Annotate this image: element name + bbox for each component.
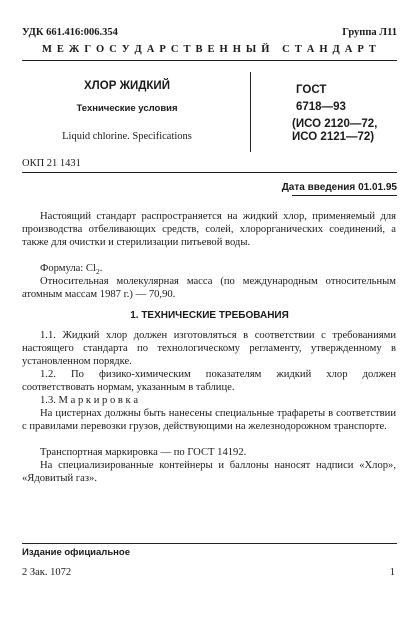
standard-type: М Е Ж Г О С У Д А Р С Т В Е Н Н Ы Й С Т А Н Д А Р Т xyxy=(41,44,378,55)
molecular-mass-paragraph: Относительная молекулярная масса (по международным относительным атомным массам 1987 г.) — 70,90. xyxy=(22,276,396,301)
iso-reference-1: (ИСО 2120—72, xyxy=(292,118,378,130)
formula-label: Формула: Cl xyxy=(40,263,96,274)
formula-end: . xyxy=(99,263,103,274)
english-title: Liquid chlorine. Specifications xyxy=(62,131,192,142)
header-divider xyxy=(22,60,397,61)
edition-label: Издание официальное xyxy=(22,547,130,558)
order-number: 2 Зак. 1072 xyxy=(22,567,72,578)
udk-code: УДК 661.416:006.354 xyxy=(22,27,118,38)
container-marking-paragraph: На специализированные контейнеры и баллоны наносят надписи «Хлор», «Ядовитый газ». xyxy=(22,460,396,485)
iso-reference-2: ИСО 2121—72) xyxy=(292,131,375,143)
page-number: 1 xyxy=(389,567,395,578)
clause-1-3: 1.3. М а р к и р о в к а xyxy=(40,395,139,406)
gost-label: ГОСТ xyxy=(296,84,327,96)
transport-marking-paragraph: Транспортная маркировка — по ГОСТ 14192. xyxy=(40,447,247,458)
document-title: ХЛОР ЖИДКИЙ xyxy=(84,80,170,92)
title-divider xyxy=(250,72,251,152)
date-intro xyxy=(282,182,397,193)
clause-1-2: 1.2. По физико-химическим показателям жидкий хлор должен соответствовать нормам, указанным в таблице. xyxy=(22,369,396,394)
formula-subscript: 2 xyxy=(95,267,100,277)
okp-code: ОКП 21 1431 xyxy=(22,158,81,169)
date-underline xyxy=(292,195,397,196)
group-code: Группа Л11 xyxy=(342,27,397,38)
clause-1-1: 1.1. Жидкий хлор должен изготовляться в соответствии с требованиями настоящего стандарта по технологическому регламенту, утвержденному в установленном порядке. xyxy=(22,330,396,368)
tank-marking-paragraph: На цистернах должны быть нанесены специальные трафареты в соответствии с правилами перевозки грузов, действующими на железнодорожном транспорте. xyxy=(22,408,396,433)
okp-divider xyxy=(22,172,397,173)
date-intro-label: Дата введения xyxy=(281,182,356,193)
footer-divider xyxy=(22,543,397,544)
section-heading: 1. ТЕХНИЧЕСКИЕ ТРЕБОВАНИЯ xyxy=(130,310,289,321)
intro-paragraph: Настоящий стандарт распространяется на жидкий хлор, применяемый для производства отбеливающих средств, солей, хлорорганических соединений, а также для очистки и стерилизации питьевой воды. xyxy=(22,211,396,249)
document-subtitle: Технические условия xyxy=(76,103,178,114)
gost-number: 6718—93 xyxy=(296,101,346,113)
date-intro-value: 01.01.95 xyxy=(358,182,397,193)
